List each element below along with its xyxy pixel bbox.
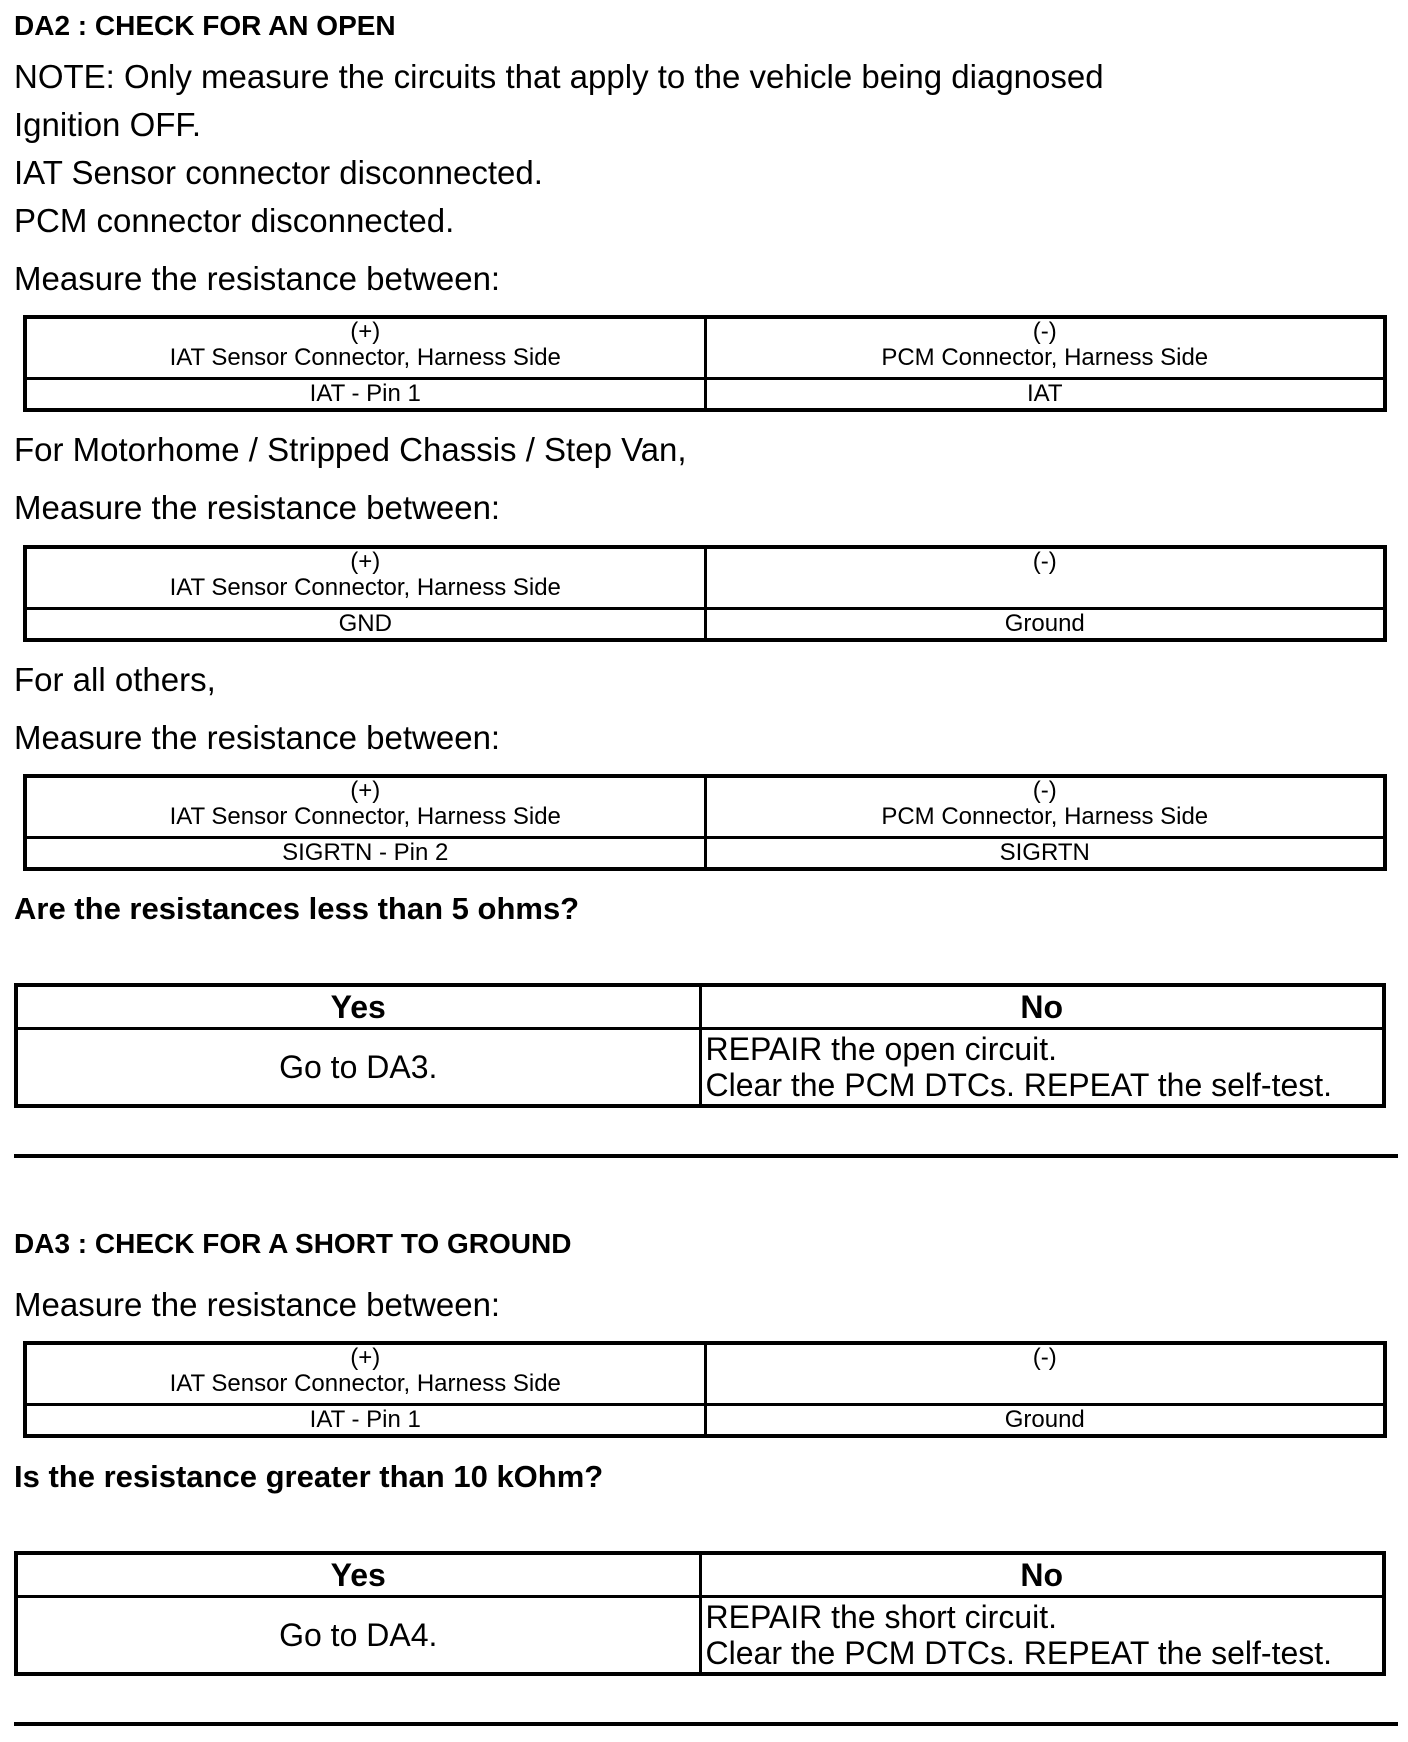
no-action-cell — [700, 1029, 1384, 1107]
minus-symbol: (-) — [1032, 318, 1057, 345]
plus-value: IAT - Pin 1 — [25, 1405, 705, 1437]
da2-measure-label-1: Measure the resistance between: — [14, 260, 501, 297]
minus-symbol: (-) — [1032, 777, 1057, 804]
da2-step-iat-disconnect: IAT Sensor connector disconnected. — [14, 154, 543, 191]
section-divider — [14, 1722, 1398, 1726]
no-action-line-2: Clear the PCM DTCs. REPEAT the self-test. — [705, 1635, 1333, 1671]
da3-result-table — [14, 1551, 1386, 1676]
da2-question: Are the resistances less than 5 ohms? — [14, 891, 580, 926]
no-action-cell — [700, 1597, 1384, 1675]
da2-condition-motorhome: For Motorhome / Stripped Chassis / Step Van, — [14, 431, 687, 468]
plus-value: SIGRTN - Pin 2 — [25, 838, 705, 870]
da2-step-pcm-disconnect: PCM connector disconnected. — [14, 202, 455, 239]
no-header: No — [700, 1553, 1384, 1597]
plus-symbol: (+) — [350, 548, 381, 575]
yes-action: Go to DA3. — [16, 1029, 700, 1107]
plus-symbol: (+) — [350, 777, 381, 804]
da3-measure-label-1: Measure the resistance between: — [14, 1286, 501, 1323]
plus-description: IAT Sensor Connector, Harness Side — [169, 1370, 561, 1397]
section-divider — [14, 1154, 1398, 1158]
plus-symbol: (+) — [350, 1344, 381, 1371]
plus-description: IAT Sensor Connector, Harness Side — [169, 574, 561, 601]
no-header: No — [700, 985, 1384, 1029]
plus-header-cell — [25, 1343, 705, 1405]
minus-description: PCM Connector, Harness Side — [881, 803, 1209, 830]
minus-description: PCM Connector, Harness Side — [881, 344, 1209, 371]
yes-header: Yes — [16, 985, 700, 1029]
plus-header-cell — [25, 776, 705, 838]
plus-description: IAT Sensor Connector, Harness Side — [169, 803, 561, 830]
da3-title: DA3 : CHECK FOR A SHORT TO GROUND — [14, 1228, 572, 1259]
plus-description: IAT Sensor Connector, Harness Side — [169, 344, 561, 371]
minus-header-cell — [705, 1343, 1385, 1405]
minus-symbol: (-) — [1032, 1344, 1057, 1371]
plus-value: GND — [25, 609, 705, 641]
da2-result-table — [14, 983, 1386, 1108]
plus-header-cell — [25, 547, 705, 609]
da3-question: Is the resistance greater than 10 kOhm? — [14, 1459, 604, 1494]
minus-value: SIGRTN — [705, 838, 1385, 870]
minus-value: Ground — [705, 609, 1385, 641]
da2-note: NOTE: Only measure the circuits that apply to the vehicle being diagnosed — [14, 58, 1104, 95]
yes-header: Yes — [16, 1553, 700, 1597]
minus-value: IAT — [705, 379, 1385, 411]
no-action-line-1: REPAIR the short circuit. — [705, 1599, 1058, 1635]
da2-measure-table-1 — [23, 315, 1387, 412]
minus-header-cell — [705, 776, 1385, 838]
plus-value: IAT - Pin 1 — [25, 379, 705, 411]
minus-value: Ground — [705, 1405, 1385, 1437]
da2-condition-others: For all others, — [14, 661, 216, 698]
da2-measure-table-3 — [23, 774, 1387, 871]
minus-symbol: (-) — [1032, 548, 1057, 575]
plus-header-cell — [25, 317, 705, 379]
da2-measure-label-3: Measure the resistance between: — [14, 719, 501, 756]
no-action-line-2: Clear the PCM DTCs. REPEAT the self-test. — [705, 1067, 1333, 1103]
minus-header-cell — [705, 317, 1385, 379]
da2-step-ignition: Ignition OFF. — [14, 106, 202, 143]
no-action-line-1: REPAIR the open circuit. — [705, 1031, 1058, 1067]
minus-header-cell — [705, 547, 1385, 609]
da3-measure-table-1 — [23, 1341, 1387, 1438]
da2-measure-table-2 — [23, 545, 1387, 642]
da2-title: DA2 : CHECK FOR AN OPEN — [14, 10, 396, 41]
yes-action: Go to DA4. — [16, 1597, 700, 1675]
da2-measure-label-2: Measure the resistance between: — [14, 489, 501, 526]
plus-symbol: (+) — [350, 318, 381, 345]
